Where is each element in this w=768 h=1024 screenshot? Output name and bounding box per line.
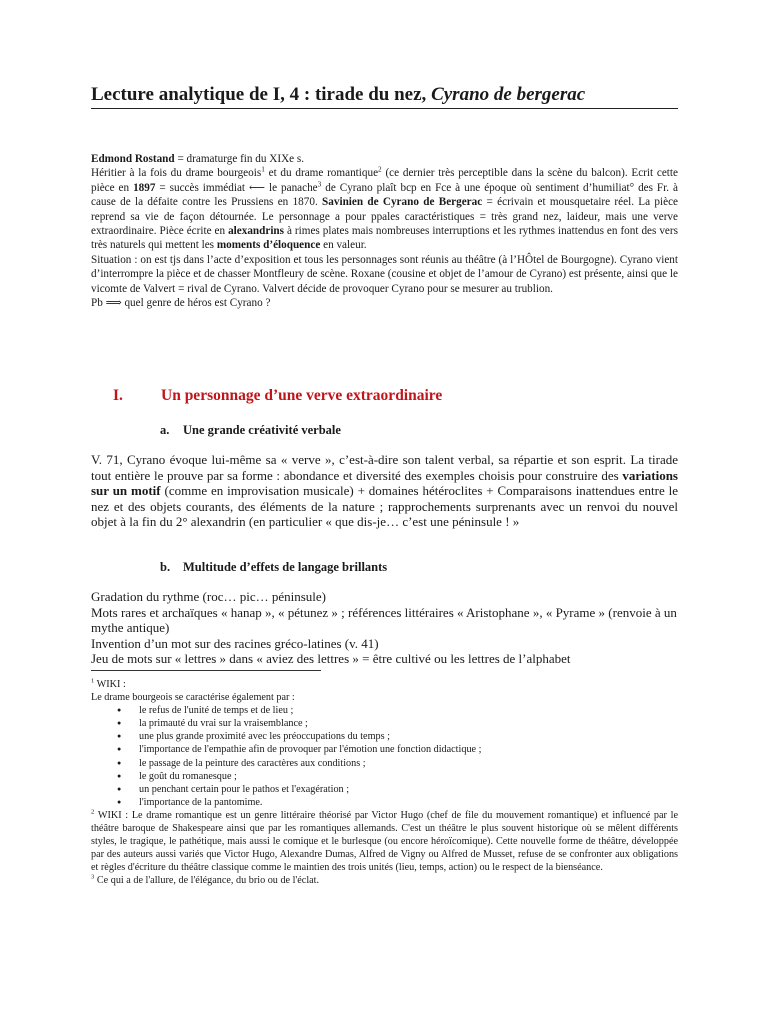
intro-paragraph bbox=[91, 166, 678, 252]
subsection-a-body bbox=[91, 452, 678, 530]
list-item: ● un penchant certain pour le pathos et l'exagération ; bbox=[91, 783, 678, 796]
intro-text: en valeur. bbox=[320, 239, 367, 252]
list-item: ● le goût du romanesque ; bbox=[91, 770, 678, 783]
moments-term: moments d’éloquence bbox=[216, 239, 321, 252]
subsection-letter: b. bbox=[160, 560, 171, 574]
list-item: ● le passage de la peinture des caractères aux conditions ; bbox=[91, 757, 678, 770]
list-line: Gradation du rythme (roc… pic… péninsule) bbox=[91, 589, 327, 604]
footnote-text: WIKI : Le drame romantique est un genre littéraire théorisé par Victor Hugo (chef de file du mouvement romantique) et influencé par le théâtre baroque de Shakespeare ainsi que par les romantiques allemands. C'est un théâtre le plus souvent historique où se mêlent différents styles, le tragique, le pathétique, mais aussi le comique et le burlesque (ou encore héroïcomique). Cette nouvelle forme de théâtre, développée par des auteurs aussi variés que Victor Hugo, Alexandre Dumas, Alfred de Vigny ou Alfred de Musset, refuse de se confronter aux obligations et règles d'écriture du théâtre classique comme le maintien des trois unités (lieu, temps, action) ou le respect de la bienséance. bbox=[91, 809, 678, 874]
intro-text: = succès immédiat ⟵ le panache bbox=[155, 181, 318, 194]
footnote-ref-1[interactable]: 1 bbox=[261, 165, 265, 174]
title-work-name: Cyrano de bergerac bbox=[431, 84, 586, 105]
footnote-2 bbox=[91, 809, 678, 874]
problematic-line: Pb ⟹ quel genre de héros est Cyrano ? bbox=[91, 297, 271, 310]
paragraph-text: V. 71, Cyrano évoque lui-même sa « verve », c’est-à-dire son talent verbal, sa répartie et son esprit. La tirade tout entière le prouve par sa forme : abondance et diversité des exemples choisis pour construire des bbox=[91, 452, 678, 483]
intro-text: à rimes plates mais nombreuses interruptions et les rythmes inattendus en font des vers très naturels qui mettent les bbox=[91, 225, 678, 252]
list-item: ● la primauté du vrai sur la vraisemblance ; bbox=[91, 717, 678, 730]
list-item: ● l'importance de la pantomime. bbox=[91, 796, 678, 809]
footnote-3 bbox=[91, 874, 678, 887]
paragraph-text: (comme en improvisation musicale) + domaines hétéroclites + Comparaisons inattendues entre le nez et des objets courants, des éléments de la nature ; rapprochements surprenants avec un renvoi du nouvel objet à la fin du 2° alexandrin (en particulier « que dis-je… c’est une péninsule ! » bbox=[91, 483, 678, 530]
footnote-number: 1 bbox=[91, 677, 95, 685]
footnote-text: WIKI : bbox=[94, 679, 126, 690]
list-line: Invention d’un mot sur des racines gréco-latines (v. 41) bbox=[91, 635, 379, 651]
footnote-1-intro: Le drame bourgeois se caractérise également par : bbox=[91, 692, 295, 704]
subsection-title: Multitude d’effets de langage brillants bbox=[183, 560, 388, 574]
intro-text: = écrivain et mousquetaire réel. La pièce reprend sa vie de façon détournée. Le personnage a pour ppales caractéristiques = très grand nez, laideur, mais une verve extraordinaire. Pièce écrite en bbox=[91, 196, 679, 238]
list-line: Mots rares et archaïques « hanap », « pétunez » ; références littéraires « Aristophane », « Pyrame » (renvoie à un mythe antique) bbox=[91, 604, 677, 636]
footnotes bbox=[91, 678, 678, 888]
intro-author-line bbox=[91, 152, 678, 166]
paragraph bbox=[91, 452, 678, 530]
footnote-number: 2 bbox=[91, 808, 95, 816]
author-desc: = dramaturge fin du XIXe s. bbox=[174, 153, 305, 165]
subsection-title: Une grande créativité verbale bbox=[183, 423, 341, 437]
section-number: I. bbox=[113, 387, 123, 404]
list-item: ● le refus de l'unité de temps et de lieu ; bbox=[91, 704, 678, 717]
footnote-number: 3 bbox=[91, 874, 95, 882]
footnote-ref-2[interactable]: 2 bbox=[378, 165, 382, 174]
footnote-1-head bbox=[91, 678, 678, 691]
alexandrins-term: alexandrins bbox=[228, 225, 285, 238]
subsection-b-body bbox=[91, 589, 691, 667]
footnote-1-list bbox=[91, 704, 678, 809]
list-line: Jeu de mots sur « lettres » dans « aviez des lettres » = être cultivé ou les lettres de l’alphabet bbox=[91, 651, 571, 667]
emphasis-term: variations sur un motif bbox=[91, 467, 678, 499]
list-item: ● l'importance de l'empathie afin de provoquer par l'émotion une fonction didactique ; bbox=[91, 743, 678, 756]
footnote-separator bbox=[91, 670, 321, 671]
title-text: Lecture analytique de I, 4 : tirade du nez, bbox=[91, 84, 432, 105]
year-1897: 1897 bbox=[133, 181, 156, 194]
hero-name: Savinien de Cyrano de Bergerac bbox=[322, 196, 483, 209]
subsection-b-heading bbox=[160, 560, 387, 575]
footnote-ref-3[interactable]: 3 bbox=[317, 180, 322, 189]
section-title: Un personnage d’une verve extraordinaire bbox=[161, 387, 443, 404]
subsection-a-heading bbox=[160, 423, 341, 438]
subsection-letter: a. bbox=[160, 423, 170, 437]
intro-block bbox=[91, 152, 678, 310]
section-1-heading bbox=[113, 387, 442, 405]
intro-text: Héritier à la fois du drame bourgeois bbox=[91, 167, 262, 180]
author-name: Edmond Rostand bbox=[91, 153, 175, 165]
intro-text: et du drame romantique bbox=[264, 167, 379, 180]
page-title bbox=[91, 84, 678, 109]
intro-text: (ce dernier très perceptible dans la scène du balcon). Ecrit cette pièce en bbox=[91, 167, 678, 194]
footnote-text: Ce qui a de l'allure, de l'élégance, du brio ou de l'éclat. bbox=[94, 875, 320, 887]
situation-paragraph: Situation : on est tjs dans l’acte d’exposition et tous les personnages sont réunis au théâtre (à l’HÔtel de Bourgogne). Cyrano vient d’interrompre la pièce et de chasser Montfleury de scène. Roxane (cousine et objet de l’amour de Cyrano) est présente, ainsi que le vicomte de Valvert = rival de Cyrano. Valvert décide de provoquer Cyrano pour se mesurer au trublion. bbox=[91, 253, 678, 295]
intro-text: de Cyrano plaît bcp en Fce à une époque où sentiment d’humiliat° des Fr. à cause de la défaite contre les Prussiens en 1870. bbox=[91, 181, 678, 209]
list-item: ● une plus grande proximité avec les préoccupations du temps ; bbox=[91, 730, 678, 743]
